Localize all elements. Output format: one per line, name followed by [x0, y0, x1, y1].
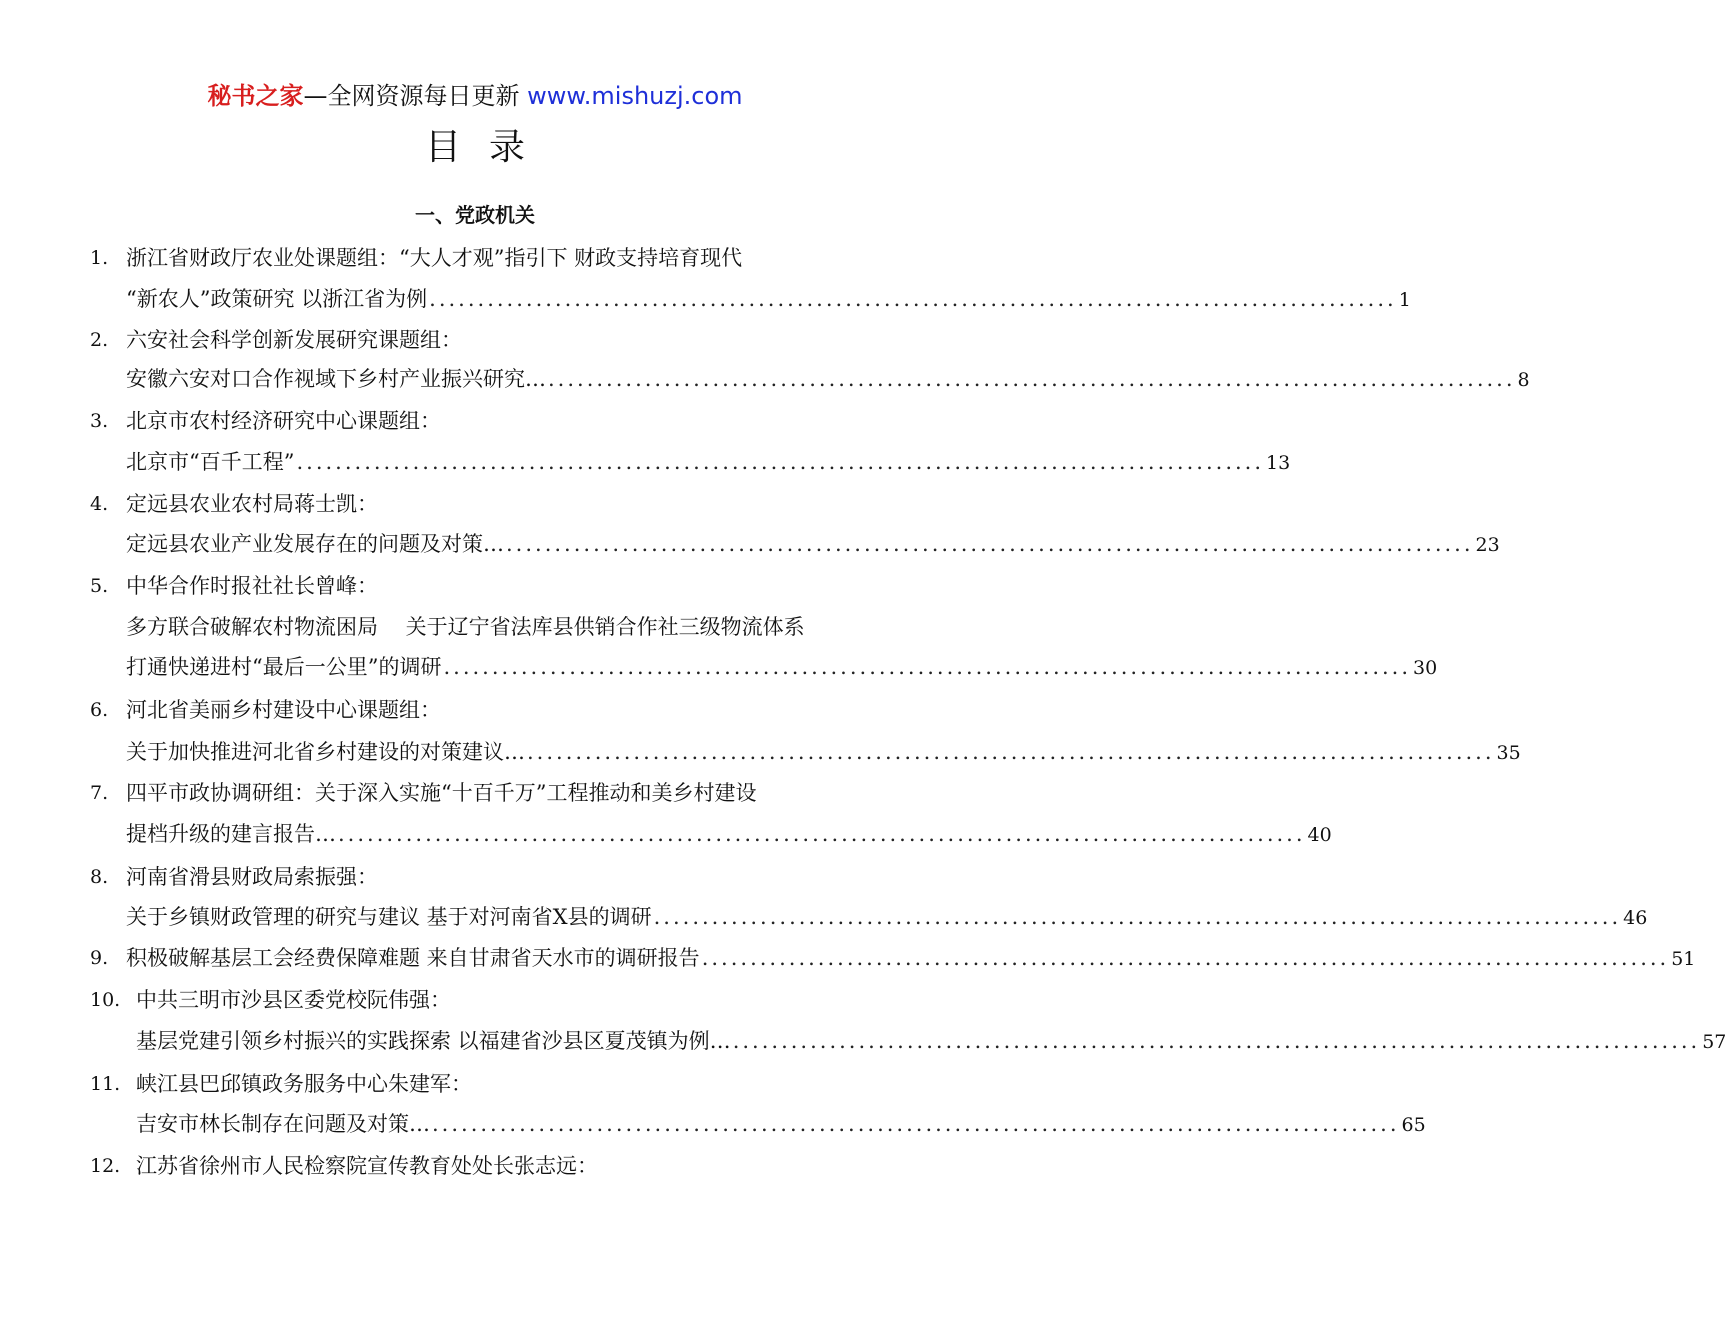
- entry-heading: 浙江省财政厅农业处课题组：“大人才观”指引下 财政支持培育现代: [126, 246, 743, 270]
- entry-number: 10.: [90, 989, 121, 1011]
- entry-heading: 四平市政协调研组：关于深入实施“十百千万”工程推动和美乡村建设: [126, 781, 757, 805]
- dot-leader: ....................................................................................................: [506, 532, 1474, 556]
- toc-row[interactable]: [126, 283, 1411, 316]
- toc-row[interactable]: [126, 942, 1696, 975]
- entry-heading: 中共三明市沙县区委党校阮伟强：: [136, 988, 451, 1012]
- entry-heading: 中华合作时报社社长曾峰：: [126, 574, 378, 598]
- toc-row[interactable]: [126, 651, 1438, 684]
- dot-leader: ....................................................................................................: [432, 1112, 1400, 1136]
- entry-heading: 北京市农村经济研究中心课题组：: [126, 409, 441, 433]
- toc-row[interactable]: [126, 818, 1332, 851]
- page-number: 57: [1702, 1031, 1726, 1053]
- toc-row[interactable]: [126, 736, 1521, 769]
- page-number: 1: [1398, 289, 1411, 311]
- entry-number: 2.: [90, 329, 109, 351]
- entry-number: 12.: [90, 1155, 121, 1177]
- entry-heading: 峡江县巴邱镇政务服务中心朱建军：: [136, 1072, 472, 1096]
- entry-heading: 定远县农业农村局蒋士凯：: [126, 492, 378, 516]
- entry-heading: 河南省滑县财政局索振强：: [126, 865, 378, 889]
- page-number: 35: [1496, 742, 1521, 764]
- entry-title: 关于加快推进河北省乡村建设的对策建议…: [126, 740, 525, 764]
- toc-row[interactable]: [136, 1108, 1426, 1141]
- page-number: 40: [1307, 824, 1332, 846]
- page-title: 目录: [424, 127, 553, 168]
- entry-title: 关于乡镇财政管理的研究与建议 基于对河南省X县的调研: [126, 905, 652, 929]
- entry-heading: 河北省美丽乡村建设中心课题组：: [126, 698, 441, 722]
- banner-brand: 秘书之家: [207, 82, 304, 110]
- page-number: 30: [1413, 657, 1438, 679]
- page-number: 65: [1401, 1114, 1426, 1136]
- entry-number: 3.: [90, 410, 109, 432]
- page-number: 46: [1623, 907, 1648, 929]
- dot-leader: ....................................................................................................: [548, 367, 1516, 391]
- entry-number: 11.: [90, 1073, 121, 1095]
- banner-slogan: —全网资源每日更新: [303, 82, 528, 110]
- dot-leader: ....................................................................................................: [296, 450, 1265, 474]
- entry-subline: 多方联合破解农村物流困局 关于辽宁省法库县供销合作社三级物流体系: [126, 615, 805, 639]
- dot-leader: ....................................................................................................: [701, 946, 1670, 970]
- entry-title: 积极破解基层工会经费保障难题 来自甘肃省天水市的调研报告: [126, 946, 700, 970]
- entry-number: 6.: [90, 699, 109, 721]
- entry-title: 基层党建引领乡村振兴的实践探索 以福建省沙县区夏茂镇为例…: [136, 1029, 731, 1053]
- section-title: 一、党政机关: [415, 203, 535, 227]
- site-banner: [0, 80, 950, 112]
- toc-row[interactable]: [126, 901, 1648, 934]
- banner-url-link[interactable]: www.mishuzj.com: [527, 82, 743, 110]
- toc-row[interactable]: [136, 1025, 1726, 1058]
- entry-heading: 六安社会科学创新发展研究课题组：: [126, 328, 462, 352]
- toc-row[interactable]: [126, 528, 1500, 561]
- entry-title: 吉安市林长制存在问题及对策…: [136, 1112, 430, 1136]
- entry-title: 安徽六安对口合作视域下乡村产业振兴研究…: [126, 367, 546, 391]
- entry-number: 7.: [90, 782, 109, 804]
- dot-leader: ....................................................................................................: [653, 905, 1622, 929]
- dot-leader: ....................................................................................................: [732, 1029, 1701, 1053]
- page-number: 13: [1266, 452, 1291, 474]
- entry-number: 9.: [90, 947, 109, 969]
- dot-leader: ....................................................................................................: [443, 655, 1412, 679]
- entry-title: 北京市“百千工程”: [126, 450, 295, 474]
- entry-number: 4.: [90, 493, 109, 515]
- page-number: 51: [1671, 948, 1696, 970]
- entry-heading: 江苏省徐州市人民检察院宣传教育处处长张志远：: [136, 1154, 598, 1178]
- entry-title: 提档升级的建言报告…: [126, 822, 336, 846]
- dot-leader: ....................................................................................................: [338, 822, 1306, 846]
- toc-row[interactable]: [126, 446, 1291, 479]
- entry-title: “新农人”政策研究 以浙江省为例: [126, 287, 428, 311]
- page-number: 23: [1475, 534, 1500, 556]
- entry-title: 打通快递进村“最后一公里”的调研: [126, 655, 442, 679]
- toc-row[interactable]: [126, 363, 1530, 396]
- entry-number: 5.: [90, 575, 109, 597]
- entry-number: 8.: [90, 866, 109, 888]
- entry-number: 1.: [90, 247, 109, 269]
- dot-leader: ....................................................................................................: [527, 740, 1495, 764]
- page-number: 8: [1517, 369, 1530, 391]
- dot-leader: ....................................................................................................: [429, 287, 1397, 311]
- entry-title: 定远县农业产业发展存在的问题及对策…: [126, 532, 504, 556]
